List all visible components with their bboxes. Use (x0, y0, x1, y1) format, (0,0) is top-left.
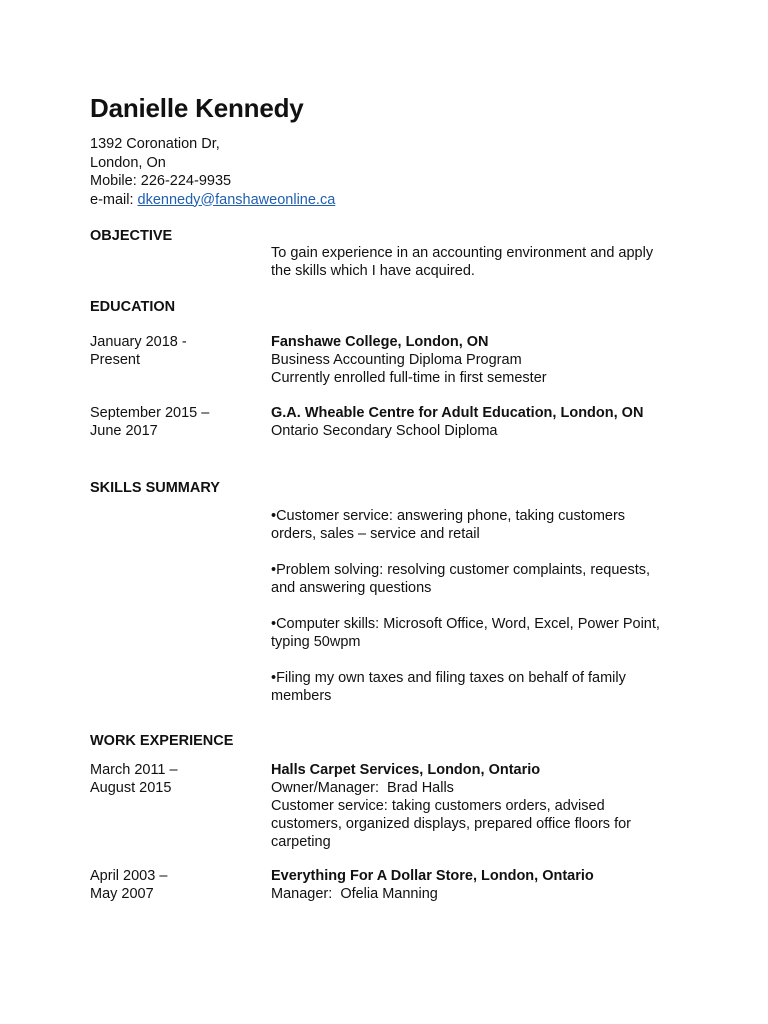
work-date (90, 867, 167, 903)
work-entry (271, 761, 691, 851)
skill-line: orders, sales – service and retail (271, 526, 480, 542)
work-description: carpeting (271, 834, 331, 850)
employer-name: Everything For A Dollar Store, London, Ontario (271, 868, 594, 884)
date-line: August 2015 (90, 780, 172, 796)
employer-name: Halls Carpet Services, London, Ontario (271, 762, 541, 778)
skill-line: •Customer service: answering phone, taking customers (271, 508, 626, 524)
education-entry (271, 333, 691, 387)
skill-item (271, 615, 691, 651)
skill-line: and answering questions (271, 580, 432, 596)
objective-text (271, 244, 691, 280)
skill-line: members (271, 688, 332, 704)
skill-item (271, 507, 691, 543)
applicant-name: Danielle Kennedy (90, 93, 304, 123)
work-description: customers, organized displays, prepared office floors for (271, 816, 631, 832)
skill-line: •Problem solving: resolving customer complaints, requests, (271, 562, 651, 578)
skills-heading: SKILLS SUMMARY (90, 480, 220, 496)
email-label: e-mail: (90, 191, 138, 208)
institution-name: G.A. Wheable Centre for Adult Education, London, ON (271, 405, 644, 421)
address-line-1: 1392 Coronation Dr, (90, 136, 220, 152)
education-detail: Business Accounting Diploma Program (271, 352, 522, 368)
email-link[interactable]: dkennedy@fanshaweonline.ca (137, 191, 336, 208)
objective-heading: OBJECTIVE (90, 228, 173, 244)
date-line: January 2018 - (90, 334, 187, 350)
work-description: Customer service: taking customers orders, advised (271, 798, 605, 814)
mobile-line (90, 172, 335, 191)
date-line: Present (90, 352, 140, 368)
date-line: May 2007 (90, 886, 154, 902)
manager-line: Owner/Manager: Brad Halls (271, 780, 454, 796)
institution-name: Fanshawe College, London, ON (271, 334, 489, 350)
education-heading: EDUCATION (90, 299, 176, 315)
skill-line: •Computer skills: Microsoft Office, Word, Excel, Power Point, (271, 616, 660, 632)
date-line: September 2015 – (90, 405, 210, 421)
education-detail: Ontario Secondary School Diploma (271, 423, 498, 439)
manager-line: Manager: Ofelia Manning (271, 886, 438, 902)
skill-line: typing 50wpm (271, 634, 361, 650)
skill-item (271, 669, 691, 705)
mobile-number: 226-224-9935 (140, 173, 232, 189)
work-date (90, 761, 178, 797)
address-line-2: London, On (90, 154, 166, 171)
date-line: April 2003 – (90, 868, 168, 884)
education-date (90, 404, 209, 440)
education-entry (271, 404, 691, 440)
work-entry (271, 867, 691, 903)
education-date (90, 333, 187, 369)
skill-item (271, 561, 691, 597)
objective-line: the skills which I have acquired. (271, 263, 475, 279)
education-detail: Currently enrolled full-time in first semester (271, 370, 547, 386)
work-heading: WORK EXPERIENCE (90, 733, 234, 749)
contact-block (90, 135, 335, 209)
skill-line: •Filing my own taxes and filing taxes on behalf of family (271, 670, 626, 686)
date-line: June 2017 (90, 423, 158, 439)
email-line (90, 191, 335, 210)
mobile-label: Mobile: (90, 173, 141, 189)
objective-line: To gain experience in an accounting environment and apply (271, 245, 654, 261)
date-line: March 2011 – (90, 762, 178, 778)
